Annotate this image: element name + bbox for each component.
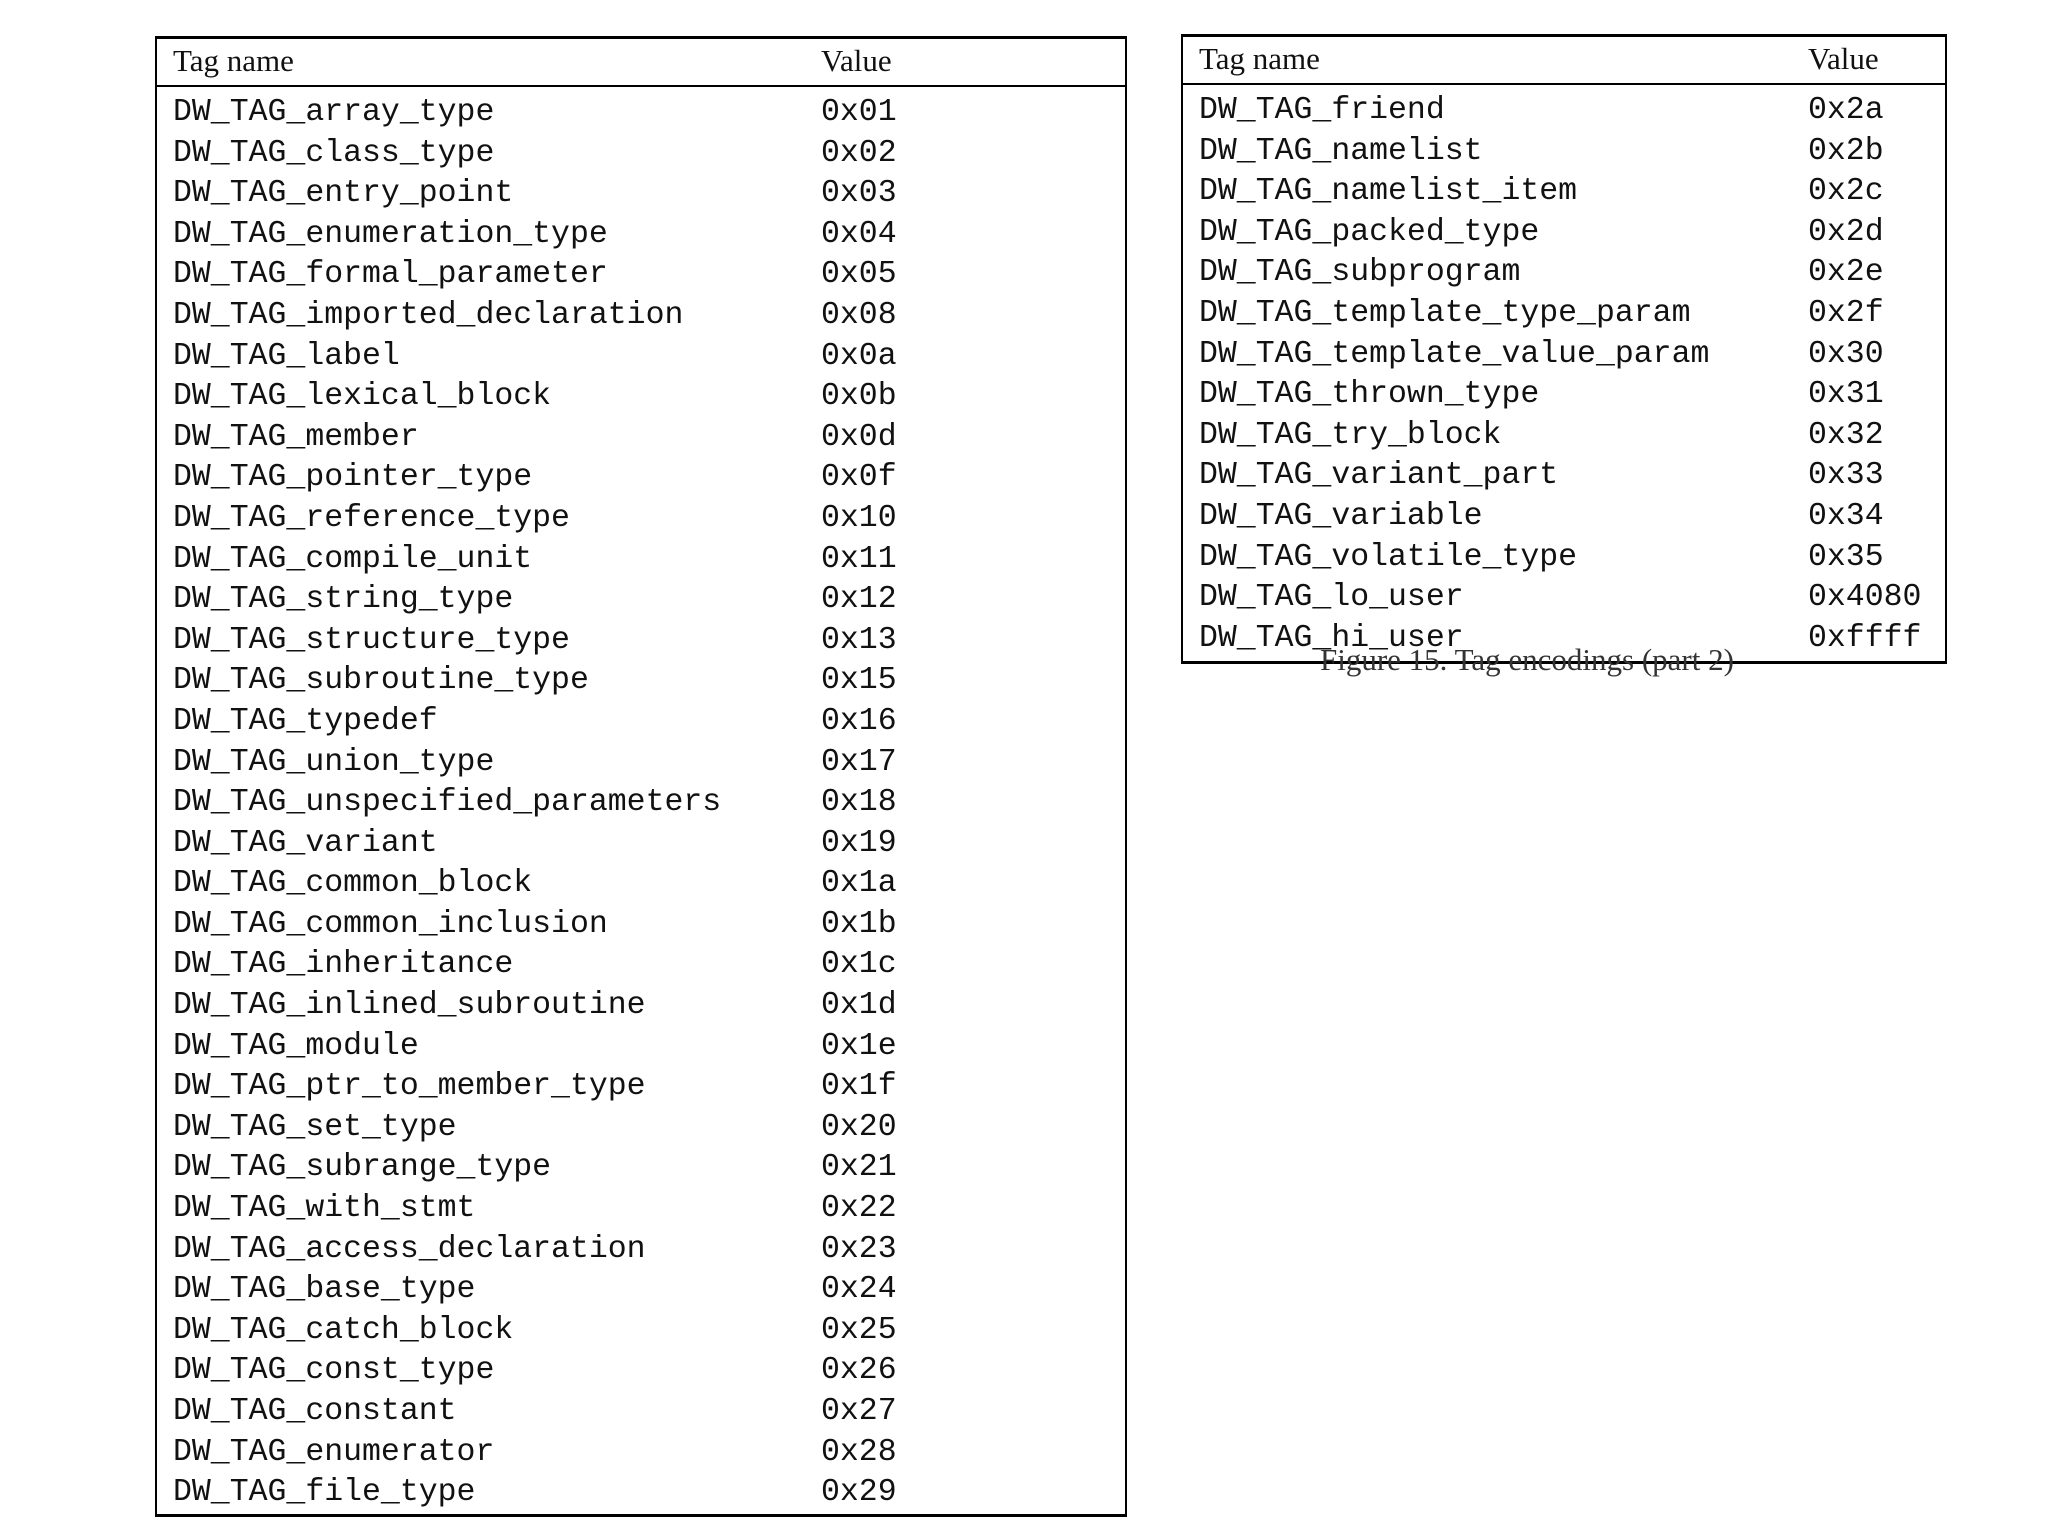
tag-value-cell: 0x17: [821, 744, 897, 780]
table-row: [157, 1027, 1125, 1068]
tag-name-cell: DW_TAG_try_block: [1199, 417, 1502, 453]
tag-value-cell: 0x02: [821, 135, 897, 171]
table-header: [157, 39, 1125, 87]
tag-value-cell: 0x1a: [821, 866, 897, 902]
table-row: [157, 661, 1125, 702]
table-row: [157, 621, 1125, 662]
table-row: [157, 1067, 1125, 1108]
tag-name-cell: DW_TAG_reference_type: [173, 500, 570, 536]
tag-value-cell: 0xffff: [1808, 620, 1922, 656]
header-value: Value: [821, 43, 892, 78]
tag-name-cell: DW_TAG_catch_block: [173, 1312, 514, 1348]
table-row: [157, 1270, 1125, 1311]
tag-value-cell: 0x03: [821, 176, 897, 212]
table-row: [1183, 578, 1945, 619]
table-row: [157, 418, 1125, 459]
tag-value-cell: 0x0a: [821, 338, 897, 374]
table-row: [1183, 375, 1945, 416]
tag-value-cell: 0x10: [821, 500, 897, 536]
table-row: [157, 458, 1125, 499]
tag-name-cell: DW_TAG_lexical_block: [173, 379, 552, 415]
table-row: [1183, 497, 1945, 538]
tag-value-cell: 0x25: [821, 1312, 897, 1348]
table-row: [1183, 172, 1945, 213]
tag-value-cell: 0x11: [821, 541, 897, 577]
tag-name-cell: DW_TAG_packed_type: [1199, 214, 1540, 250]
tag-name-cell: DW_TAG_access_declaration: [173, 1231, 646, 1267]
table-row: [1183, 91, 1945, 132]
tag-name-cell: DW_TAG_inheritance: [173, 947, 514, 983]
tag-name-cell: DW_TAG_unspecified_parameters: [173, 785, 722, 821]
tag-value-cell: 0x22: [821, 1191, 897, 1227]
tag-value-cell: 0x2a: [1808, 93, 1884, 128]
tag-name-cell: DW_TAG_constant: [173, 1394, 457, 1429]
tag-name-cell: DW_TAG_namelist: [1199, 133, 1483, 169]
tag-name-cell: DW_TAG_pointer_type: [173, 460, 533, 496]
table-row: [157, 743, 1125, 784]
tag-value-cell: 0x05: [821, 257, 897, 293]
tag-name-cell: DW_TAG_class_type: [173, 135, 495, 171]
tag-value-cell: 0x18: [821, 785, 897, 821]
tag-value-cell: 0x26: [821, 1353, 897, 1389]
tag-value-cell: 0x1d: [821, 988, 897, 1024]
table-row: [157, 1351, 1125, 1392]
tag-value-cell: 0x21: [821, 1150, 897, 1186]
table-row: [157, 1189, 1125, 1230]
table-row: [157, 174, 1125, 215]
table-row: [157, 255, 1125, 296]
tag-name-cell: DW_TAG_common_block: [173, 866, 533, 902]
tag-name-cell: DW_TAG_member: [173, 419, 419, 455]
table-body: [1183, 85, 1945, 659]
tag-name-cell: DW_TAG_base_type: [173, 1272, 476, 1308]
tag-value-cell: 0x1f: [821, 1069, 897, 1105]
tag-name-cell: DW_TAG_subroutine_type: [173, 663, 589, 699]
table-header: [1183, 37, 1945, 85]
table-row: [1183, 416, 1945, 457]
table-row: [1183, 213, 1945, 254]
tag-name-cell: DW_TAG_entry_point: [173, 176, 514, 212]
tag-value-cell: 0x2f: [1808, 295, 1884, 331]
figure-caption: Figure 15. Tag encodings (part 2): [1320, 642, 1734, 677]
tag-name-cell: DW_TAG_union_type: [173, 744, 495, 780]
tag-name-cell: DW_TAG_lo_user: [1199, 580, 1464, 616]
tag-value-cell: 0x2c: [1808, 174, 1884, 210]
table-row: [157, 499, 1125, 540]
table-row: [157, 337, 1125, 378]
tag-value-cell: 0x04: [821, 216, 897, 252]
table-row: [157, 296, 1125, 337]
table-row: [1183, 132, 1945, 173]
tag-value-cell: 0x1c: [821, 947, 897, 983]
tag-name-cell: DW_TAG_const_type: [173, 1353, 495, 1389]
header-value: Value: [1808, 41, 1879, 76]
tag-value-cell: 0x16: [821, 703, 897, 739]
tag-value-cell: 0x01: [821, 95, 897, 130]
table-row: [157, 1108, 1125, 1149]
tag-value-cell: 0x0f: [821, 460, 897, 496]
header-tag-name: Tag name: [1199, 41, 1320, 76]
table-row: [157, 1148, 1125, 1189]
tag-name-cell: DW_TAG_template_type_param: [1199, 295, 1691, 331]
tag-name-cell: DW_TAG_module: [173, 1028, 419, 1064]
tag-name-cell: DW_TAG_ptr_to_member_type: [173, 1069, 646, 1105]
table-row: [157, 1433, 1125, 1474]
tag-value-cell: 0x19: [821, 825, 897, 861]
tag-value-cell: 0x1b: [821, 906, 897, 942]
tag-name-cell: DW_TAG_variable: [1199, 498, 1483, 534]
table-row: [1183, 253, 1945, 294]
table-row: [157, 134, 1125, 175]
header-tag-name: Tag name: [173, 43, 294, 78]
tag-value-cell: 0x1e: [821, 1028, 897, 1064]
table-row: [157, 377, 1125, 418]
table-row: [157, 864, 1125, 905]
tag-name-cell: DW_TAG_volatile_type: [1199, 539, 1578, 575]
tag-value-cell: 0x34: [1808, 498, 1884, 534]
tag-name-cell: DW_TAG_file_type: [173, 1475, 476, 1511]
tag-name-cell: DW_TAG_typedef: [173, 703, 438, 739]
tag-name-cell: DW_TAG_template_value_param: [1199, 336, 1710, 372]
tag-name-cell: DW_TAG_with_stmt: [173, 1191, 476, 1227]
figure-caption-clipped: [1320, 642, 1800, 677]
table-row: [1183, 456, 1945, 497]
tag-value-cell: 0x23: [821, 1231, 897, 1267]
table-row: [157, 540, 1125, 581]
table-row: [157, 702, 1125, 743]
tag-name-cell: DW_TAG_subprogram: [1199, 255, 1521, 291]
tag-value-cell: 0x12: [821, 582, 897, 618]
table-row: [157, 93, 1125, 134]
tag-name-cell: DW_TAG_friend: [1199, 93, 1445, 128]
table-row: [157, 1473, 1125, 1514]
tag-name-cell: DW_TAG_imported_declaration: [173, 297, 684, 333]
tag-name-cell: DW_TAG_thrown_type: [1199, 377, 1540, 413]
tag-name-cell: DW_TAG_variant: [173, 825, 438, 861]
tag-value-cell: 0x32: [1808, 417, 1884, 453]
tag-name-cell: DW_TAG_namelist_item: [1199, 174, 1578, 210]
tag-name-cell: DW_TAG_subrange_type: [173, 1150, 552, 1186]
table-row: [157, 945, 1125, 986]
tag-value-cell: 0x08: [821, 297, 897, 333]
tag-name-cell: DW_TAG_enumerator: [173, 1434, 495, 1470]
tag-name-cell: DW_TAG_array_type: [173, 95, 495, 130]
table-row: [1183, 294, 1945, 335]
tag-value-cell: 0x24: [821, 1272, 897, 1308]
table-row: [157, 986, 1125, 1027]
tag-name-cell: DW_TAG_structure_type: [173, 622, 570, 658]
tag-value-cell: 0x13: [821, 622, 897, 658]
tag-value-cell: 0x0b: [821, 379, 897, 415]
tag-value-cell: 0x29: [821, 1475, 897, 1511]
table-row: [157, 824, 1125, 865]
tag-value-cell: 0x0d: [821, 419, 897, 455]
tag-value-cell: 0x33: [1808, 458, 1884, 494]
tag-value-cell: 0x30: [1808, 336, 1884, 372]
table-body: [157, 87, 1125, 1514]
table-row: [157, 1311, 1125, 1352]
tag-value-cell: 0x31: [1808, 377, 1884, 413]
tag-value-cell: 0x20: [821, 1109, 897, 1145]
tag-name-cell: DW_TAG_formal_parameter: [173, 257, 608, 293]
table-row: [157, 215, 1125, 256]
tag-table-left: [155, 36, 1127, 1517]
table-row: [157, 905, 1125, 946]
tag-name-cell: DW_TAG_enumeration_type: [173, 216, 608, 252]
table-row: [1183, 335, 1945, 376]
table-row: [1183, 538, 1945, 579]
table-row: [157, 1392, 1125, 1433]
tag-table-right: [1181, 34, 1947, 664]
tag-value-cell: 0x27: [821, 1394, 897, 1429]
table-row: [157, 1230, 1125, 1271]
tag-value-cell: 0x2b: [1808, 133, 1884, 169]
tag-name-cell: DW_TAG_variant_part: [1199, 458, 1559, 494]
tag-name-cell: DW_TAG_compile_unit: [173, 541, 533, 577]
table-row: [157, 783, 1125, 824]
tag-name-cell: DW_TAG_set_type: [173, 1109, 457, 1145]
tag-name-cell: DW_TAG_string_type: [173, 582, 514, 618]
tag-value-cell: 0x15: [821, 663, 897, 699]
tag-value-cell: 0x2e: [1808, 255, 1884, 291]
tag-value-cell: 0x4080: [1808, 580, 1922, 616]
tag-name-cell: DW_TAG_common_inclusion: [173, 906, 608, 942]
tag-name-cell: DW_TAG_hi_user: [1199, 620, 1464, 656]
tag-value-cell: 0x2d: [1808, 214, 1884, 250]
tag-name-cell: DW_TAG_inlined_subroutine: [173, 988, 646, 1024]
tag-name-cell: DW_TAG_label: [173, 338, 400, 374]
tag-value-cell: 0x28: [821, 1434, 897, 1470]
tag-value-cell: 0x35: [1808, 539, 1884, 575]
table-row: [157, 580, 1125, 621]
